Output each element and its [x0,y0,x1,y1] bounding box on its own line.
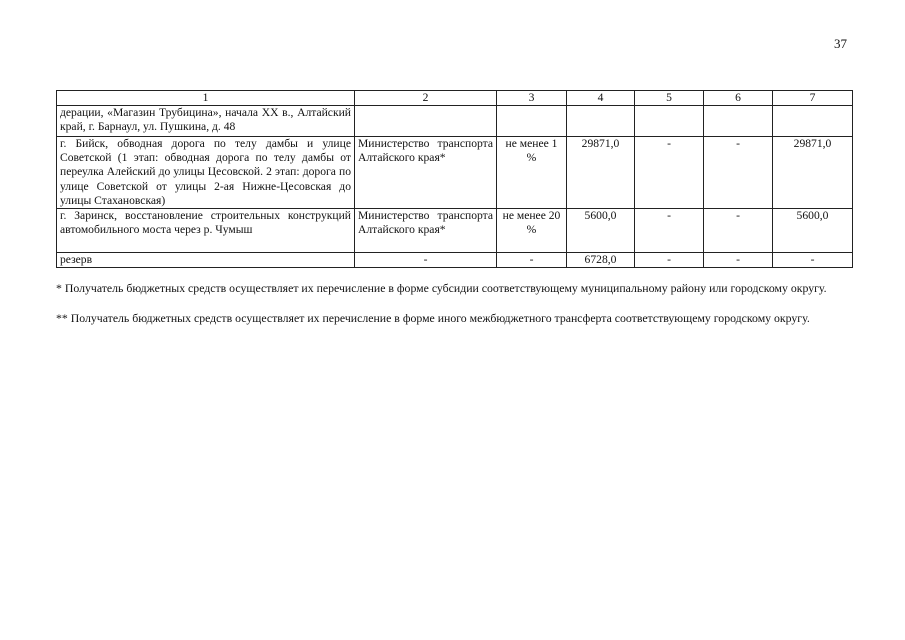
total-cell: 29871,0 [567,137,635,209]
col5-cell: - [635,137,704,209]
total-cell: 5600,0 [567,209,635,253]
col7-cell [773,106,853,137]
recipient-cell [355,106,497,137]
footnote-transfer: ** Получатель бюджетных средств осуществляет их перечисление в форме иного межбюджетного трансферта соответствующему городскому округу. [56,311,810,325]
table-header-cell: 2 [355,91,497,106]
table-header-cell: 6 [704,91,773,106]
share-cell: не менее 20 % [497,209,567,253]
table-row [57,106,853,137]
recipient-cell: Министерство транспорта Алтайского края* [355,209,497,253]
col5-cell: - [635,253,704,268]
col6-cell: - [704,253,773,268]
table-row [57,137,853,209]
footnotes [56,280,852,340]
object-name-cell: г. Заринск, восстановление строительных конструкций автомобильного моста через р. Чумыш [57,209,355,253]
share-cell: не менее 1 % [497,137,567,209]
table-row [57,209,853,253]
budget-table [56,90,853,268]
table-header-cell: 3 [497,91,567,106]
footnote-subsidy: * Получатель бюджетных средств осуществляет их перечисление в форме субсидии соответствующему муниципальному району или городскому округу. [56,281,827,295]
recipient-cell: Министерство транспорта Алтайского края* [355,137,497,209]
share-cell [497,106,567,137]
page-number: 37 [834,36,847,51]
table-header-row [57,91,853,106]
total-cell: 6728,0 [567,253,635,268]
col7-cell: 5600,0 [773,209,853,253]
col7-cell: - [773,253,853,268]
col7-cell: 29871,0 [773,137,853,209]
col5-cell: - [635,209,704,253]
table-row [57,253,853,268]
share-cell: - [497,253,567,268]
col6-cell: - [704,137,773,209]
col6-cell [704,106,773,137]
col6-cell: - [704,209,773,253]
recipient-cell: - [355,253,497,268]
object-name-cell: дерации, «Магазин Трубицина», начала XX в., Алтайский край, г. Барнаул, ул. Пушкина, д. 48 [57,106,355,137]
total-cell [567,106,635,137]
table-header-cell: 1 [57,91,355,106]
table-header-cell: 4 [567,91,635,106]
table-header-cell: 5 [635,91,704,106]
object-name-cell: резерв [57,253,355,268]
object-name-cell: г. Бийск, обводная дорога по телу дамбы и улице Советской (1 этап: обводная дорога по телу дамбы от переулка Алейский до улицы Цесовской. 2 этап: дорога по улице Советской от улицы 2-ая Нижне-Цесовская до улицы Стахановская) [57,137,355,209]
table-header-cell: 7 [773,91,853,106]
col5-cell [635,106,704,137]
